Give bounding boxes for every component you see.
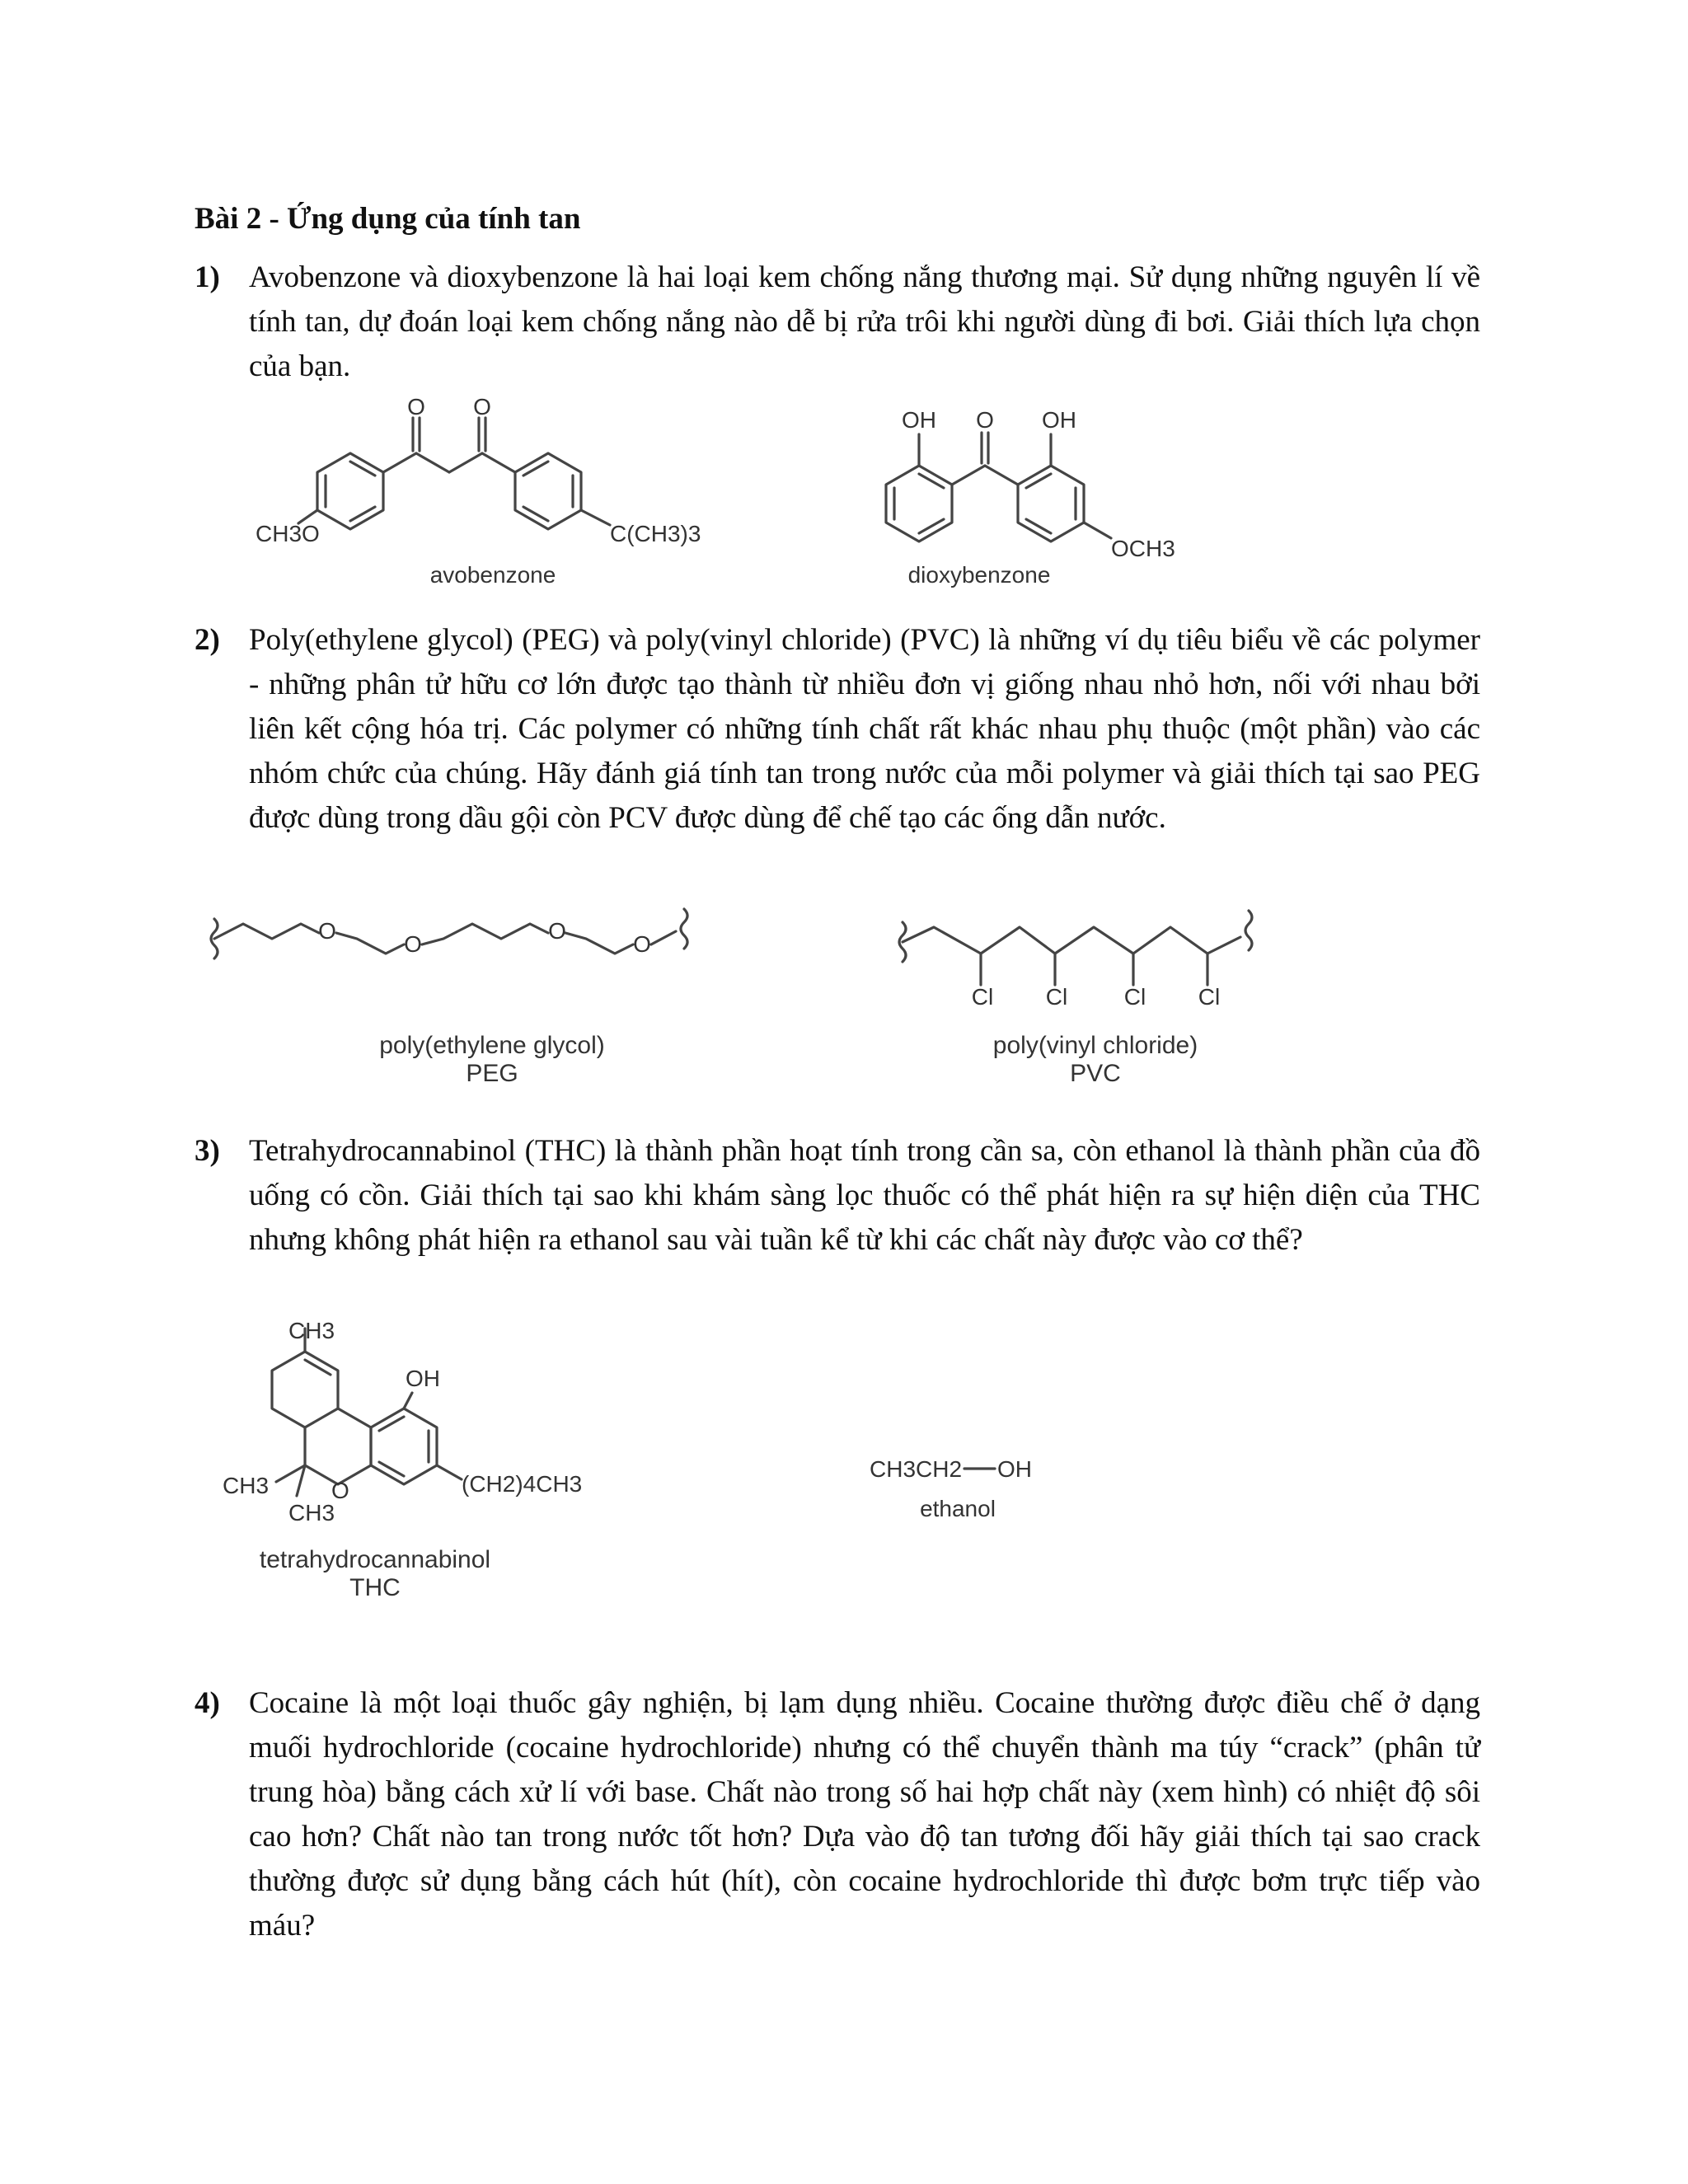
polymer-name: poly(vinyl chloride) [992,1032,1198,1059]
oxygen-label: O [473,394,491,419]
compound-name: avobenzone [429,562,556,588]
chlorine-label: Cl [1198,984,1221,1010]
oxygen-label: O [407,394,425,419]
question-number: 2) [195,623,220,657]
question-text: Poly(ethylene glycol) (PEG) và poly(vinyl chloride) (PVC) là những ví dụ tiêu biểu về các polymer - những phân tử hữu cơ lớn được tạo thành từ nhiều đơn vị giống nhau nhỏ hơn, nối với nhau bởi liên kết cộng hóa trị. Các polymer có những tính chất rất khác nhau phụ thuộc (một phần) vào các nhóm chức của chúng. Hãy đánh giá tính tan trong nước của mỗi polymer và giải thích tại sao PEG được dùng trong dầu gội còn PCV được dùng để chế tạo các ống dẫn nước. [249,623,1480,835]
benzene-ring-right [515,453,581,529]
methyl-label: CH3 [223,1473,270,1498]
polymer-abbreviation: PVC [1070,1060,1121,1087]
thc-structure [214,1319,643,1665]
methyl-label: CH3 [288,1318,335,1343]
question-number: 4) [195,1686,220,1720]
ethyl-label: CH3CH2 [870,1456,963,1482]
tert-butyl-label: C(CH3)3 [610,521,701,546]
chlorine-label: Cl [971,984,994,1010]
benzene-ring-left [317,453,383,529]
wavy-bond-icon [1245,911,1252,950]
hydroxyl-label: OH [902,407,936,433]
pentyl-label: (CH2)4CH3 [462,1471,583,1497]
exercise-title: Bài 2 - Ứng dụng của tính tan [195,202,581,236]
question-4 [195,1681,1480,1948]
hydroxyl-label: OH [406,1366,440,1391]
avobenzone-structure [247,394,775,606]
dioxybenzone-structure [857,408,1245,606]
ethanol-structure [861,1451,1076,1533]
oxygen-label: O [404,931,422,957]
polymer-abbreviation: PEG [466,1060,518,1087]
wavy-bond-icon [681,909,687,949]
methoxy-label: OCH3 [1111,536,1175,561]
pvc-structure [894,902,1356,1100]
oxygen-label: O [976,407,994,433]
oxygen-label: O [331,1478,349,1503]
methoxy-label: CH3O [256,521,320,546]
chlorine-label: Cl [1045,984,1068,1010]
benzene-ring-right [1018,466,1084,541]
aromatic-ring [371,1408,437,1484]
compound-abbreviation: THC [349,1574,401,1601]
hydroxyl-label: OH [997,1456,1032,1482]
benzene-ring-left [886,466,952,541]
question-number: 1) [195,260,220,294]
polymer-name: poly(ethylene glycol) [379,1032,605,1059]
question-3 [195,1129,1480,1263]
peg-structure [198,902,775,1100]
oxygen-label: O [548,918,566,944]
methyl-label: CH3 [288,1500,335,1526]
compound-name: tetrahydrocannabinol [259,1546,491,1573]
compound-name: dioxybenzone [907,562,1051,588]
question-text: Cocaine là một loại thuốc gây nghiện, bị lạm dụng nhiều. Cocaine thường được điều chế ở dạng muối hydrochloride (cocaine hydrochloride) nhưng có thể chuyển thành ma túy “crack” (phân tử trung hòa) bằng cách xử lí với base. Chất nào trong số hai hợp chất này (xem hình) có nhiệt độ sôi cao hơn? Chất nào tan trong nước tốt hơn? Dựa vào độ tan tương đối hãy giải thích tại sao crack thường được sử dụng bằng cách hút (hít), còn cocaine hydrochloride thì được bơm trực tiếp vào máu? [249,1686,1480,1943]
question-text: Tetrahydrocannabinol (THC) là thành phần hoạt tính trong cần sa, còn ethanol là thành phần của đồ uống có cồn. Giải thích tại sao khi khám sàng lọc thuốc có thể phát hiện ra sự hiện diện của THC nhưng không phát hiện ra ethanol sau vài tuần kể từ khi các chất này được vào cơ thể? [249,1134,1480,1257]
compound-name: ethanol [920,1496,996,1521]
question-2 [195,618,1480,841]
question-text: Avobenzone và dioxybenzone là hai loại kem chống nắng thương mại. Sử dụng những nguyên lí về tính tan, dự đoán loại kem chống nắng nào dễ bị rửa trôi khi người dùng đi bơi. Giải thích lựa chọn của bạn. [249,260,1480,383]
cyclohexene-ring [272,1352,338,1427]
question-number: 3) [195,1134,220,1168]
oxygen-label: O [318,918,336,944]
hydroxyl-label: OH [1042,407,1076,433]
chlorine-label: Cl [1123,984,1146,1010]
oxygen-label: O [633,931,651,957]
question-1 [195,255,1480,389]
